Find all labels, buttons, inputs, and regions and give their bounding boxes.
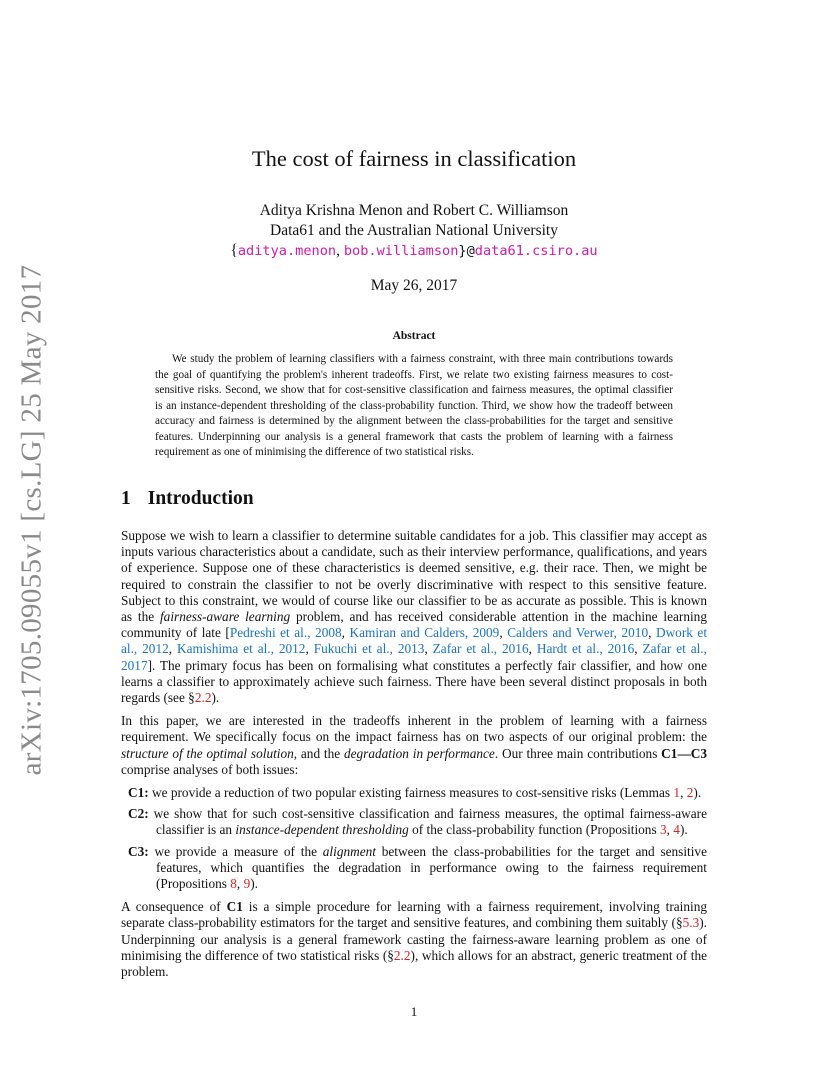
proposition-ref-link[interactable]: 8: [230, 876, 237, 892]
text-run: we show that for such cost-sensitive classification and fairness measures, the optimal fairness-aware classifier is an: [153, 806, 707, 838]
lemma-ref-link[interactable]: 2: [686, 785, 694, 801]
text-run: ).: [250, 876, 258, 892]
citation-separator: ,: [528, 641, 537, 657]
emphasis-fairness-aware-learning: fairness-aware learning: [159, 609, 291, 625]
text-run: , and the: [293, 745, 344, 761]
citation-separator: ,: [499, 625, 508, 641]
text-run: . Our three main contributions: [494, 745, 662, 761]
author-emails: [0, 241, 828, 261]
citation-link[interactable]: Zafar et al., 2016: [432, 641, 529, 657]
proposition-ref-link[interactable]: 4: [673, 822, 680, 838]
paper-title: The cost of fairness in classification: [251, 146, 577, 171]
intro-paragraph-2: [121, 713, 707, 778]
intro-paragraph-3: [121, 899, 707, 980]
citation-link[interactable]: Pedreshi et al., 2008: [229, 625, 342, 641]
page-number: 1: [410, 1004, 418, 1019]
proposition-ref-link[interactable]: 3: [659, 822, 667, 838]
lemma-ref-link[interactable]: 1: [673, 785, 681, 801]
abstract-text: We study the problem of learning classifiers with a fairness constraint, with three main contributions towards the goal of quantifying the problem's inherent tradeoffs. First, we relate two existing fairness measures to cost-sensitive risks. Second, we show that for cost-sensitive classification and fairness measures, the optimal classifier is an instance-dependent thresholding of the class-probability function. Third, we show how the tradeoff between accuracy and fairness is determined by the alignment between the class-probabilities for the target and sensitive features. Underpinning our analysis is a general framework that casts the problem of learning with a fairness requirement as one of minimising the difference of two statistical risks.: [155, 353, 673, 458]
citation-separator: ,: [648, 625, 656, 641]
email-domain-link[interactable]: data61.csiro.au: [474, 243, 598, 259]
emphasis-degradation: degradation in performance: [343, 745, 495, 761]
citation-link[interactable]: Fukuchi et al., 2013: [313, 641, 425, 657]
text-run: of the class-probability function (Propositions: [408, 822, 660, 838]
text-run: ).: [693, 785, 702, 801]
affiliation: Data61 and the Australian National University: [270, 222, 558, 239]
text-run: ).: [211, 690, 220, 706]
bold-c1: C1: [226, 899, 243, 915]
emphasis-alignment: alignment: [322, 843, 376, 859]
citation-link[interactable]: Hardt et al., 2016: [536, 641, 635, 657]
citation-separator: ,: [168, 641, 177, 657]
citation-separator: ,: [424, 641, 433, 657]
text-run: ]. The primary focus has been on formalising what constitutes a perfectly fair classifier, and how one learns a classifier to approximately achieve such fairness. There have been several distinct proposals in both regards (see §: [121, 657, 707, 706]
text-run: In this paper, we are interested in the tradeoffs inherent in the problem of learning with a fairness requirement. We specifically focus on the impact fairness has on two aspects of our original problem: the: [121, 713, 707, 745]
text-run: is a simple procedure for learning with a fairness requirement, involving training separate class-probability estimators for the target and sensitive features, and combining them suitably (§: [121, 899, 707, 931]
text-run: Suppose we wish to learn a classifier to determine suitable candidates for a job. This classifier may accept as inputs various characteristics about a candidate, such as their interview performance, qualifications, and years of experience. Suppose one of these characteristics is deemed sensitive, e.g. their race. Then, we might be required to constrain the classifier to not be overly discriminative with respect to this sensitive feature. Subject to this constraint, we would of course like our classifier to be as accurate as possible. This is known as the: [121, 528, 707, 625]
introduction-body: [121, 528, 707, 987]
author-names: Aditya Krishna Menon and Robert C. Williamson: [259, 202, 569, 219]
intro-paragraph-1: [121, 528, 707, 706]
bold-c1: C1: [661, 745, 678, 761]
citation-separator: ,: [341, 625, 350, 641]
contribution-list: [121, 785, 707, 892]
text-run: ), which allows for an abstract, generic treatment of the problem.: [121, 947, 707, 980]
contribution-item-c2: [121, 806, 707, 838]
emphasis-thresholding: instance-dependent thresholding: [235, 822, 409, 838]
citation-separator: ,: [634, 641, 643, 657]
arxiv-stamp-text: arXiv:1705.09055v1 [cs.LG] 25 May 2017: [15, 264, 48, 776]
author-block: [0, 201, 828, 261]
text-run: ). Underpinning our analysis is a general framework casting the fairness-aware learning problem as one of minimising the difference of two statistical risks (§: [121, 915, 707, 963]
citation-link[interactable]: Kamishima et al., 2012: [176, 641, 306, 657]
citation-link[interactable]: Zafar et al., 2017: [121, 641, 707, 673]
email-close-brace: }@: [458, 243, 475, 259]
citation-separator: ,: [305, 641, 314, 657]
email-link-williamson[interactable]: bob.williamson: [343, 243, 459, 259]
bold-dash: —: [677, 745, 691, 761]
contribution-label: C2:: [128, 806, 149, 822]
section-heading: [121, 488, 254, 510]
section-ref-link[interactable]: 2.2: [194, 690, 212, 706]
text-run: A consequence of: [121, 899, 227, 915]
contribution-label: C3:: [128, 843, 149, 859]
text-run: comprise analyses of both issues:: [121, 761, 299, 777]
email-comma: ,: [336, 242, 344, 259]
contribution-label: C1:: [128, 785, 149, 801]
ref-separator: ,: [680, 785, 687, 801]
abstract-heading: Abstract: [392, 330, 436, 342]
emphasis-structure: structure of the optimal solution: [121, 745, 294, 761]
contribution-item-c3: [121, 844, 707, 893]
email-link-menon[interactable]: aditya.menon: [237, 243, 337, 259]
proposition-ref-link[interactable]: 9: [243, 876, 251, 892]
citation-link[interactable]: Calders and Verwer, 2010: [507, 625, 649, 641]
text-run: we provide a reduction of two popular existing fairness measures to cost-sensitive risks (Lemmas: [152, 785, 674, 801]
section-title: Introduction: [147, 488, 254, 509]
text-run: between the class-probabilities for the target and sensitive features, which quantifies the degradation in performance owing to the fairness requirement (Propositions: [156, 843, 707, 892]
contribution-item-c1: [121, 785, 707, 801]
section-ref-link[interactable]: 5.3: [682, 915, 700, 931]
ref-separator: ,: [666, 822, 674, 838]
paper-date: May 26, 2017: [370, 277, 458, 294]
text-run: problem, and has received considerable attention in the machine learning community of late [: [121, 609, 707, 641]
citation-link[interactable]: Dwork et al., 2012: [121, 625, 708, 657]
citation-link[interactable]: Kamiran and Calders, 2009: [349, 625, 500, 641]
ref-separator: ,: [236, 876, 244, 892]
section-ref-link[interactable]: 2.2: [393, 947, 411, 963]
section-number: 1: [121, 488, 131, 509]
text-run: ).: [679, 822, 688, 838]
text-run: we provide a measure of the: [154, 843, 323, 859]
abstract-body: [155, 352, 673, 461]
email-open-brace: {: [230, 242, 238, 259]
bold-c3: C3: [690, 745, 707, 761]
